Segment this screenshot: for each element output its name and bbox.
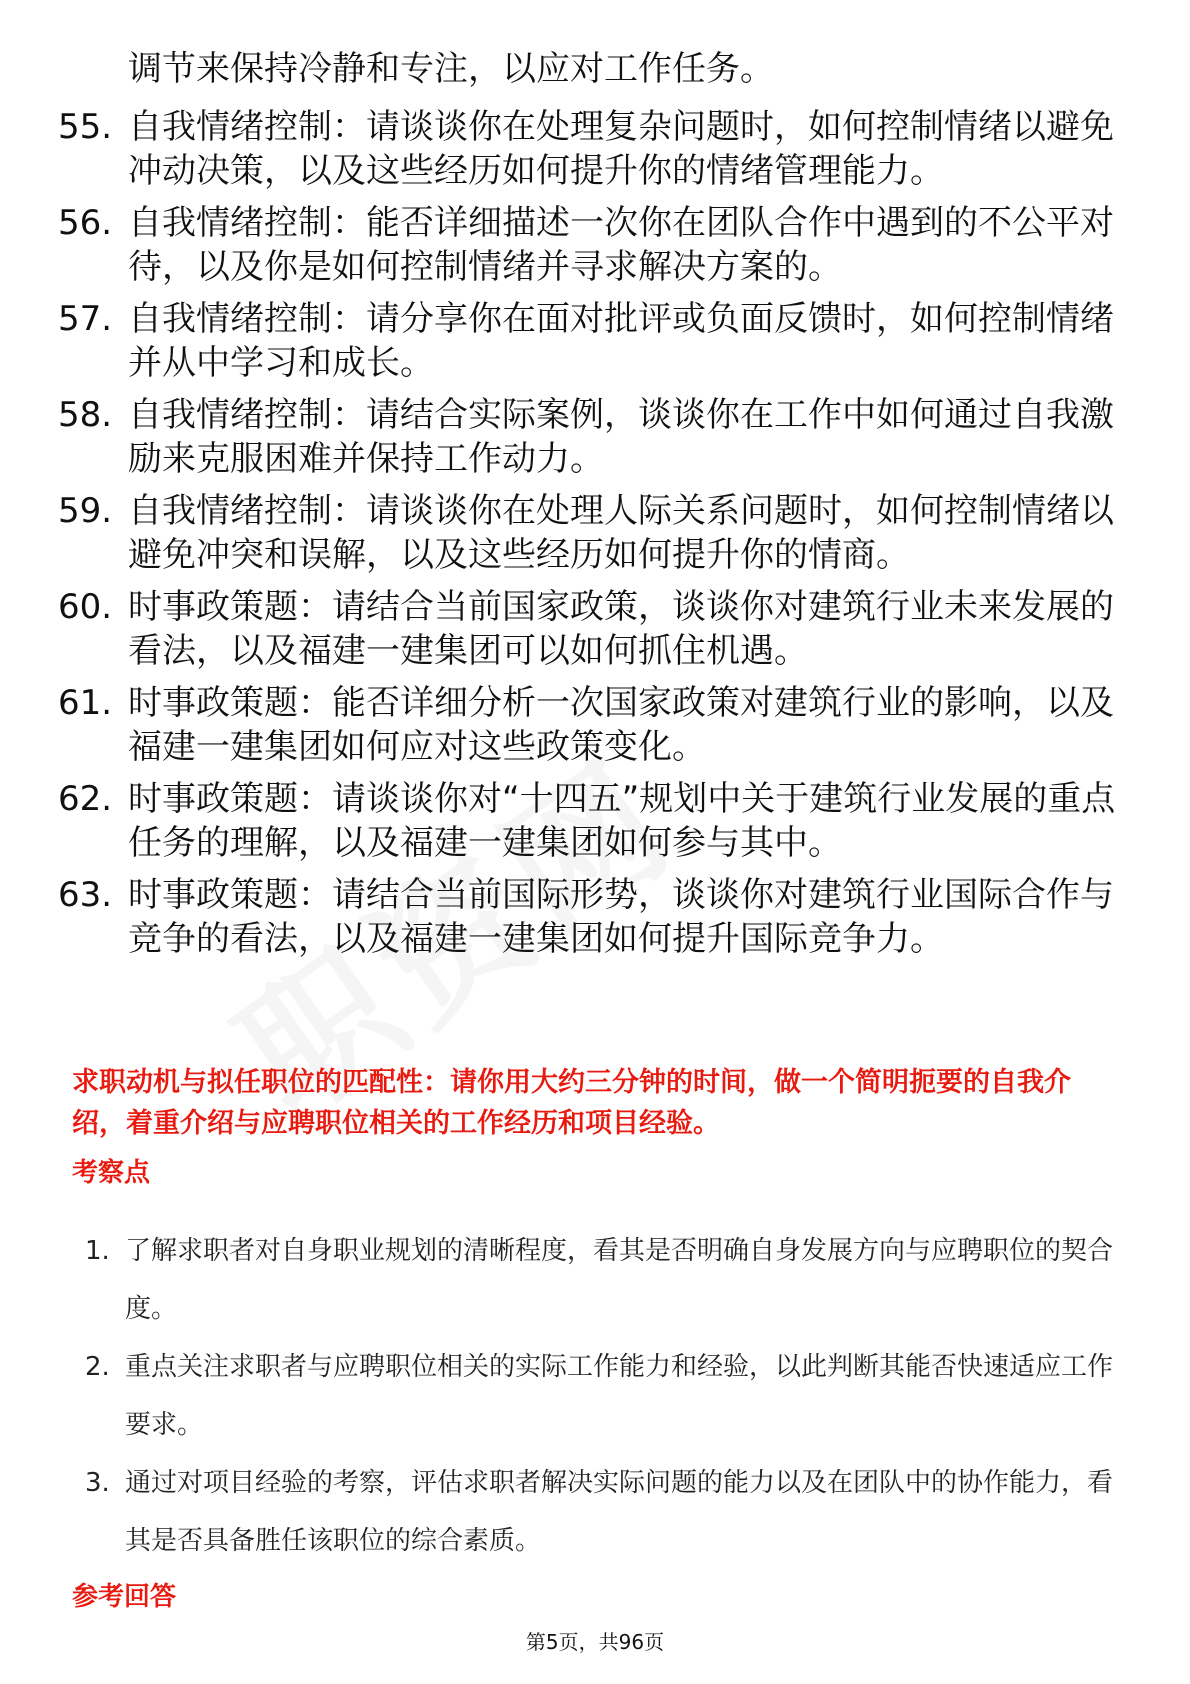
question-54-continuation: 调节来保持冷静和专注，以应对工作任务。 (128, 49, 774, 89)
question-text: 时事政策题：请谈谈你对“十四五”规划中关于建筑行业发展的重点任务的理解，以及福建一建集团如何参与其中。 (128, 779, 1116, 863)
question-number: 58. (58, 395, 113, 435)
point-number: 1. (85, 1236, 110, 1266)
point-text: 通过对项目经验的考察，评估求职者解决实际问题的能力以及在团队中的协作能力，看其是否具备胜任该职位的综合素质。 (125, 1468, 1114, 1556)
question-text: 时事政策题：能否详细分析一次国家政策对建筑行业的影响，以及福建一建集团如何应对这些政策变化。 (128, 683, 1114, 767)
question-number: 56. (58, 203, 113, 243)
section-heading: 求职动机与拟任职位的匹配性：请你用大约三分钟的时间，做一个简明扼要的自我介绍，着重介绍与应聘职位相关的工作经历和项目经验。 (72, 1067, 1071, 1139)
question-text: 时事政策题：请结合当前国际形势，谈谈你对建筑行业国际合作与竞争的看法，以及福建一建集团如何提升国际竞争力。 (128, 875, 1114, 959)
question-number: 57. (58, 299, 113, 339)
page-footer: 第5页，共96页 (525, 1630, 665, 1654)
question-number: 62. (58, 779, 113, 819)
question-text: 自我情绪控制：请结合实际案例，谈谈你在工作中如何通过自我激励来克服困难并保持工作动力。 (128, 395, 1114, 479)
question-text: 自我情绪控制：请谈谈你在处理人际关系问题时，如何控制情绪以避免冲突和误解，以及这些经历如何提升你的情商。 (128, 491, 1114, 575)
question-text: 自我情绪控制：请分享你在面对批评或负面反馈时，如何控制情绪并从中学习和成长。 (128, 299, 1114, 383)
question-number: 63. (58, 875, 113, 915)
assessment-heading: 考察点 (72, 1158, 151, 1188)
question-number: 60. (58, 587, 113, 627)
question-number: 59. (58, 491, 113, 531)
question-number: 55. (58, 107, 113, 147)
point-number: 2. (85, 1352, 110, 1382)
point-text: 重点关注求职者与应聘职位相关的实际工作能力和经验，以此判断其能否快速适应工作要求。 (125, 1352, 1114, 1440)
point-number: 3. (85, 1468, 110, 1498)
question-text: 时事政策题：请结合当前国家政策，谈谈你对建筑行业未来发展的看法，以及福建一建集团可以如何抓住机遇。 (128, 587, 1114, 671)
question-text: 自我情绪控制：能否详细描述一次你在团队合作中遇到的不公平对待，以及你是如何控制情绪并寻求解决方案的。 (128, 203, 1114, 287)
point-text: 了解求职者对自身职业规划的清晰程度，看其是否明确自身发展方向与应聘职位的契合度。 (125, 1236, 1114, 1324)
question-number: 61. (58, 683, 113, 723)
answer-heading: 参考回答 (72, 1582, 177, 1612)
question-text: 自我情绪控制：请谈谈你在处理复杂问题时，如何控制情绪以避免冲动决策，以及这些经历如何提升你的情绪管理能力。 (128, 107, 1114, 191)
